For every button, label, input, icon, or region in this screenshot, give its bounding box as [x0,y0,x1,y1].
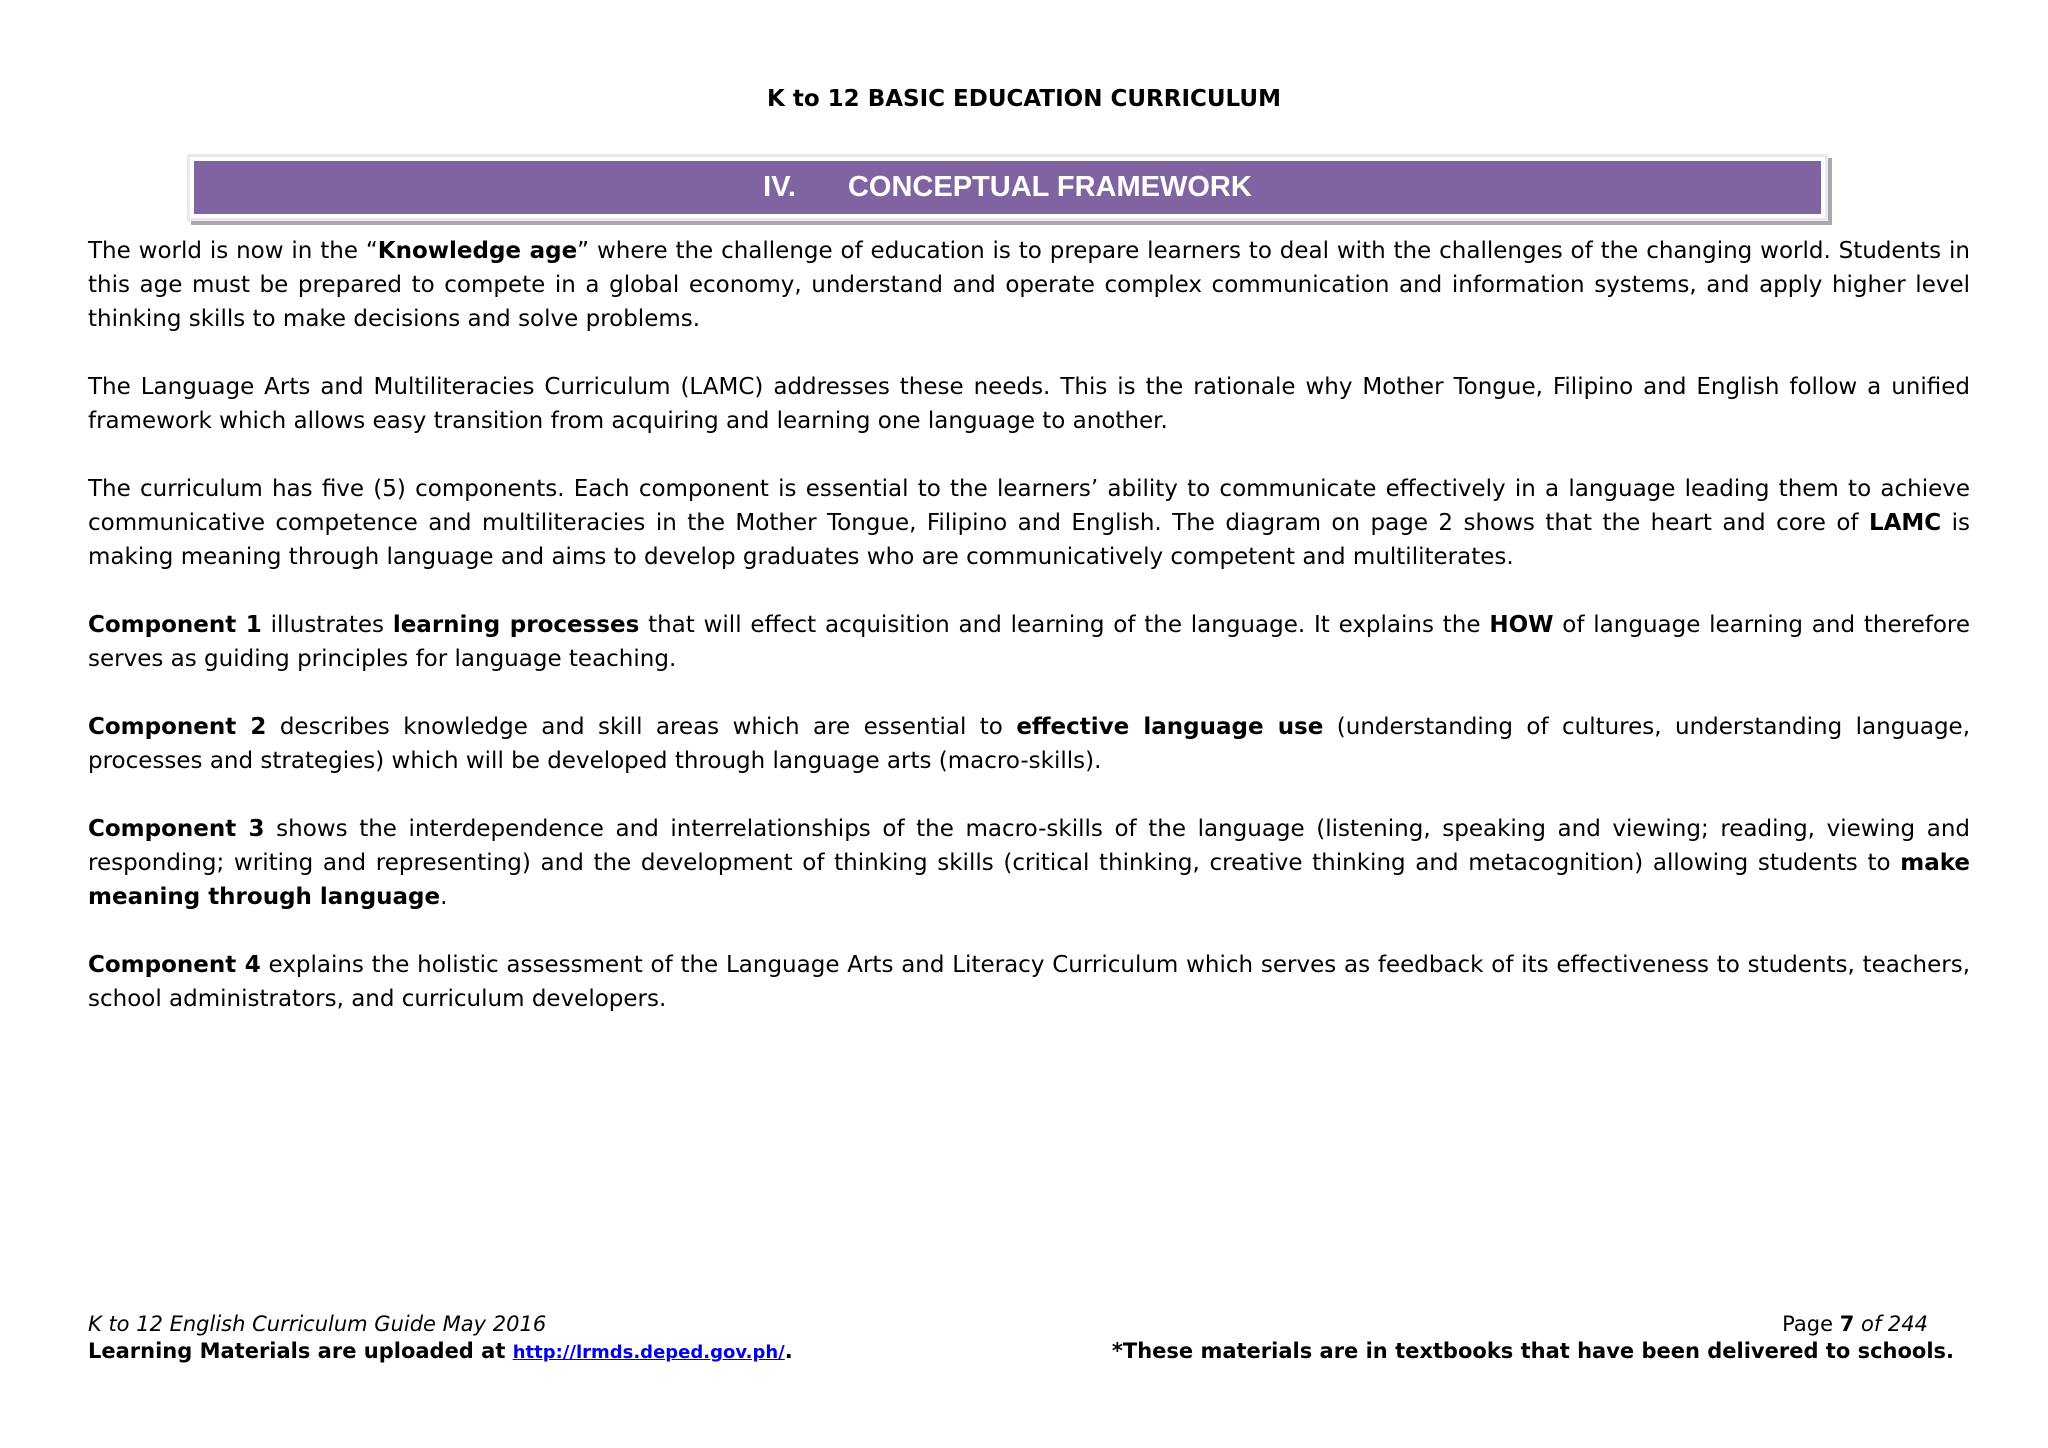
text-run: that will effect acquisition and learning of the language. It explains the [639,612,1490,638]
text-run: The curriculum has five (5) components. Each component is essential to the learners’ ability to communicate effectively in a language leading them to achieve communicative competence and multiliteracies in the Mother Tongue, Filipino and English. The diagram on page 2 shows that the heart and core of [88,476,1970,536]
textbook-note: *These materials are in textbooks that have been delivered to schools. [1111,1339,1954,1363]
text-run: describes knowledge and skill areas which are essential to [266,714,1017,740]
page-indicator [1782,1311,1954,1338]
bold-term: HOW [1489,612,1554,638]
paragraph-component-2 [88,710,1970,778]
bold-term: make meaning through language [88,850,1970,910]
paragraph-component-1 [88,608,1970,676]
paragraph-components [88,472,1970,574]
text-run: illustrates [261,612,393,638]
page-total: of 244 [1854,1312,1928,1336]
component-label: Component 1 [88,612,262,638]
section-banner-frame [187,154,1828,221]
text-run: is making meaning through language and aims to develop graduates who are communicatively competent and multiliterates. [88,510,1970,570]
text-run: (understanding of cultures, understanding language, processes and strategies) which will be developed through language arts (macro-skills). [88,714,1971,774]
text-run: . [440,884,448,910]
text-run: The Language Arts and Multiliteracies Curriculum (LAMC) addresses these needs. This is the rationale why Mother Tongue, Filipino and English follow a unified framework which allows easy transition from acquiring and learning one language to another. [88,374,1970,434]
footer-row-bottom [88,1338,1954,1366]
bold-term: effective language use [1016,714,1324,740]
body-text [88,234,1970,1050]
page-footer [88,1311,1954,1366]
section-title: CONCEPTUAL FRAMEWORK [847,171,1252,203]
component-label: Component 2 [88,714,267,740]
component-label: Component 4 [88,952,261,978]
page-number: 7 [1839,1312,1855,1336]
section-number: IV. [763,171,796,203]
paragraph-component-4 [88,948,1970,1016]
bold-term: learning processes [392,612,640,638]
page-header: K to 12 BASIC EDUCATION CURRICULUM [767,86,1281,112]
uploaded-note [88,1338,793,1366]
paragraph-lamc [88,370,1970,438]
text-run: The world is now in the “ [88,238,378,264]
text-run: of language learning and therefore serves as guiding principles for language teaching. [88,612,1970,672]
text-run: explains the holistic assessment of the Language Arts and Literacy Curriculum which serves as feedback of its effectiveness to students, teachers, school administrators, and curriculum developers. [88,952,1970,1012]
lrmds-link[interactable]: http://lrmds.deped.gov.ph/ [512,1342,785,1363]
component-label: Component 3 [88,816,265,842]
section-banner [194,161,1821,214]
bold-term: LAMC [1868,510,1942,536]
text-run: ” where the challenge of education is to prepare learners to deal with the challenges of the changing world. Students in this age must be prepared to compete in a global economy, understand and operate complex communication and information systems, and apply higher level thinking skills to make decisions and solve problems. [88,238,1970,332]
bold-term: Knowledge age [377,238,578,264]
period: . [784,1339,793,1363]
text-run: shows the interdependence and interrelationships of the macro-skills of the language (listening, speaking and viewing; reading, viewing and responding; writing and representing) and the development of thinking skills (critical thinking, creative thinking and metacognition) allowing students to [88,816,1970,876]
page-label: Page [1782,1312,1840,1336]
guide-title: K to 12 English Curriculum Guide May 2016 [88,1312,547,1336]
footer-row-top [88,1311,1954,1338]
paragraph-knowledge-age [88,234,1970,336]
uploaded-label: Learning Materials are uploaded at [88,1339,513,1363]
paragraph-component-3 [88,812,1970,914]
